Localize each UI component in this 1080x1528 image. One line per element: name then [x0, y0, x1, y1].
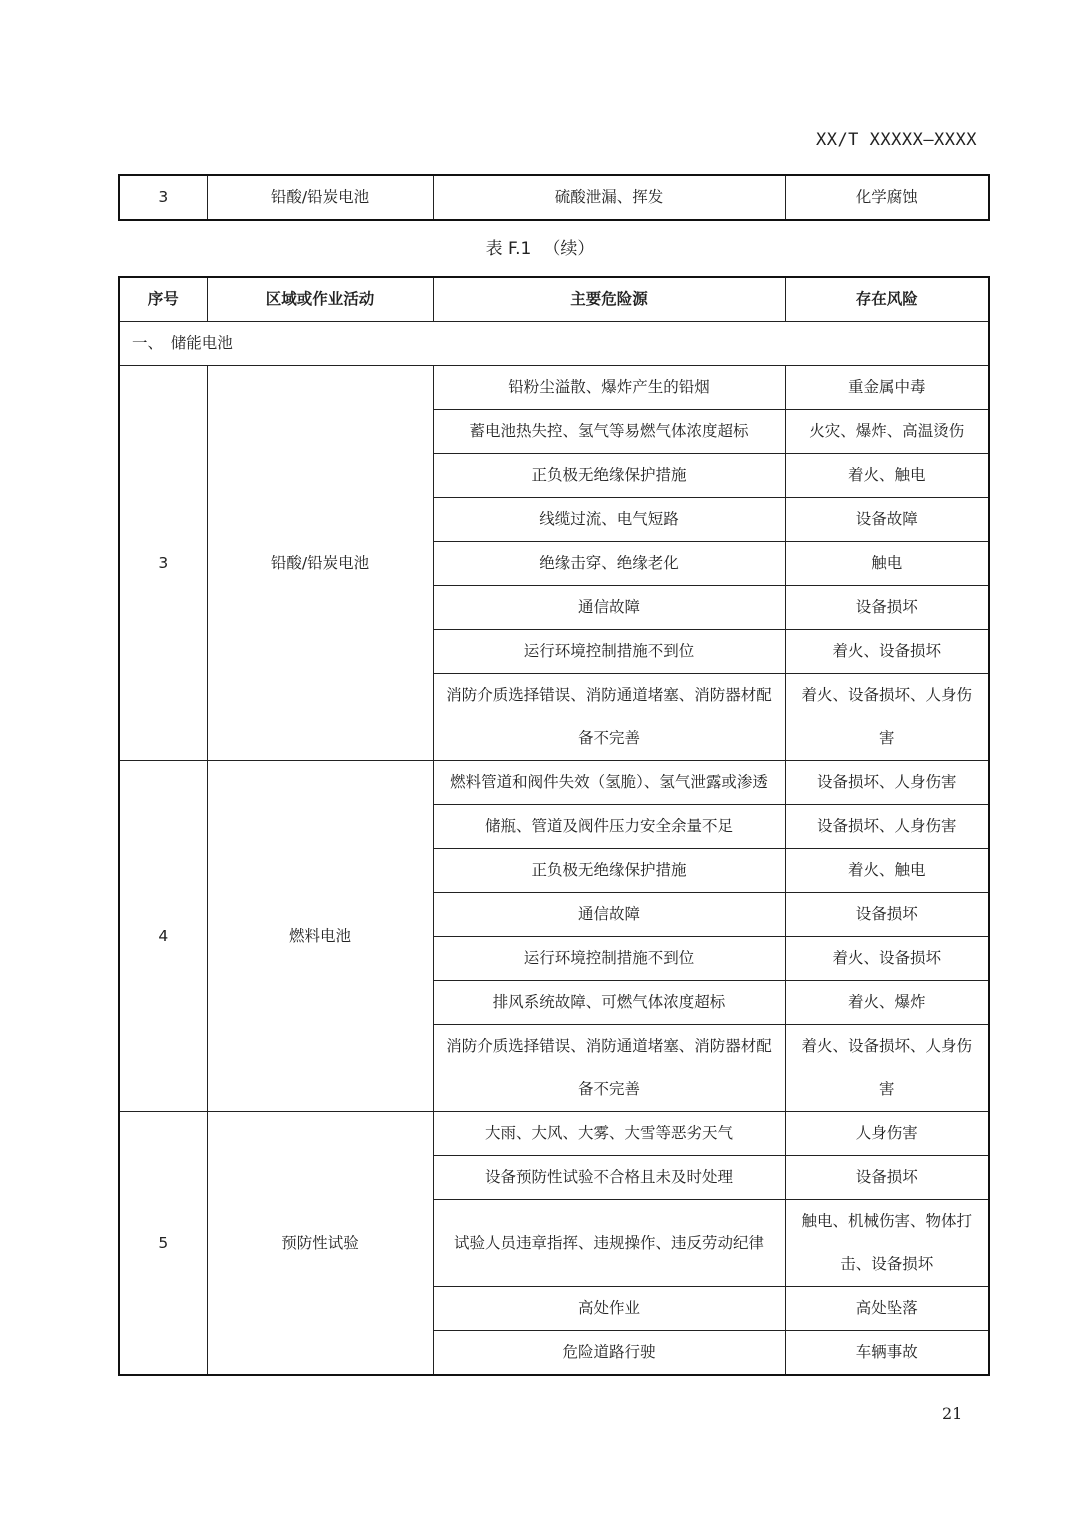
caption-continued: （续）	[543, 239, 595, 259]
hazard-cell: 试验人员违章指挥、违规操作、违反劳动纪律	[433, 1200, 785, 1287]
header-row	[119, 277, 989, 322]
risk-cell: 火灾、爆炸、高温烫伤	[785, 410, 989, 454]
risk-cell: 设备损坏	[785, 1156, 989, 1200]
row-number: 5	[119, 1112, 207, 1376]
section-row	[119, 322, 989, 366]
hazard-cell: 线缆过流、电气短路	[433, 498, 785, 542]
risk-cell: 着火、触电	[785, 849, 989, 893]
hazard-cell: 硫酸泄漏、挥发	[433, 175, 785, 220]
hazard-cell: 消防介质选择错误、消防通道堵塞、消防器材配备不完善	[433, 1025, 785, 1112]
hazard-cell: 正负极无绝缘保护措施	[433, 849, 785, 893]
risk-cell: 着火、设备损坏	[785, 937, 989, 981]
col-header-risk: 存在风险	[785, 277, 989, 322]
risk-cell: 高处坠落	[785, 1287, 989, 1331]
caption-label: 表 F.1	[485, 239, 532, 259]
risk-cell: 设备损坏	[785, 893, 989, 937]
area-cell: 燃料电池	[207, 761, 433, 1112]
risk-cell: 设备故障	[785, 498, 989, 542]
area-cell: 预防性试验	[207, 1112, 433, 1376]
risk-cell: 化学腐蚀	[785, 175, 989, 220]
page-number: 21	[942, 1404, 963, 1423]
risk-cell: 着火、触电	[785, 454, 989, 498]
hazard-cell: 铅粉尘溢散、爆炸产生的铅烟	[433, 366, 785, 410]
risk-cell: 触电、机械伤害、物体打击、设备损坏	[785, 1200, 989, 1287]
risk-cell: 着火、设备损坏、人身伤害	[785, 1025, 989, 1112]
table-caption	[0, 234, 1080, 259]
row-number: 4	[119, 761, 207, 1112]
hazard-cell: 绝缘击穿、绝缘老化	[433, 542, 785, 586]
col-header-hazard: 主要危险源	[433, 277, 785, 322]
hazard-cell: 排风系统故障、可燃气体浓度超标	[433, 981, 785, 1025]
continued-row-table	[118, 174, 990, 221]
risk-cell: 设备损坏	[785, 586, 989, 630]
section-title: 一、 储能电池	[119, 322, 989, 366]
hazard-cell: 大雨、大风、大雾、大雪等恶劣天气	[433, 1112, 785, 1156]
table-row	[119, 761, 989, 805]
risk-cell: 人身伤害	[785, 1112, 989, 1156]
risk-cell: 着火、设备损坏、人身伤害	[785, 674, 989, 761]
risk-cell: 设备损坏、人身伤害	[785, 761, 989, 805]
risk-cell: 设备损坏、人身伤害	[785, 805, 989, 849]
table-row	[119, 366, 989, 410]
row-number: 3	[119, 366, 207, 761]
hazard-cell: 高处作业	[433, 1287, 785, 1331]
area-cell: 铅酸/铅炭电池	[207, 366, 433, 761]
risk-cell: 重金属中毒	[785, 366, 989, 410]
hazard-cell: 消防介质选择错误、消防通道堵塞、消防器材配备不完善	[433, 674, 785, 761]
hazard-cell: 通信故障	[433, 893, 785, 937]
row-number: 3	[119, 175, 207, 220]
hazard-cell: 储瓶、管道及阀件压力安全余量不足	[433, 805, 785, 849]
hazard-cell: 通信故障	[433, 586, 785, 630]
hazard-table	[118, 276, 990, 1376]
hazard-cell: 设备预防性试验不合格且未及时处理	[433, 1156, 785, 1200]
hazard-cell: 燃料管道和阀件失效（氢脆）、氢气泄露或渗透	[433, 761, 785, 805]
table-row	[119, 175, 989, 220]
risk-cell: 着火、爆炸	[785, 981, 989, 1025]
hazard-cell: 运行环境控制措施不到位	[433, 630, 785, 674]
hazard-cell: 运行环境控制措施不到位	[433, 937, 785, 981]
hazard-cell: 危险道路行驶	[433, 1331, 785, 1376]
risk-cell: 着火、设备损坏	[785, 630, 989, 674]
standard-code: XX/T XXXXX—XXXX	[815, 130, 977, 150]
hazard-cell: 蓄电池热失控、氢气等易燃气体浓度超标	[433, 410, 785, 454]
table-row	[119, 1112, 989, 1156]
risk-cell: 触电	[785, 542, 989, 586]
hazard-cell: 正负极无绝缘保护措施	[433, 454, 785, 498]
col-header-number: 序号	[119, 277, 207, 322]
risk-cell: 车辆事故	[785, 1331, 989, 1376]
area-cell: 铅酸/铅炭电池	[207, 175, 433, 220]
col-header-area: 区域或作业活动	[207, 277, 433, 322]
